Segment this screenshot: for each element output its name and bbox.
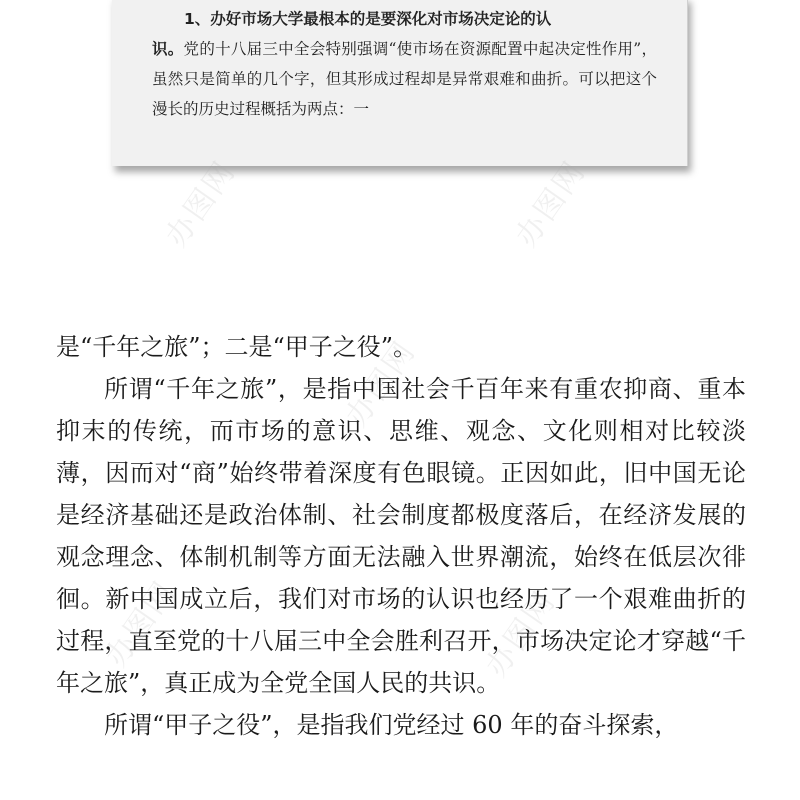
article-body	[56, 326, 746, 746]
watermark: 办图网	[339, 334, 423, 434]
body-paragraph-continuation: 是“千年之旅”；二是“甲子之役”。	[56, 333, 418, 361]
excerpt-heading-tail: 识。	[152, 40, 184, 58]
body-paragraph: 所谓“甲子之役”，是指我们党经过 60 年的奋斗探索，	[104, 711, 679, 739]
excerpt-card	[112, 0, 688, 166]
excerpt-heading: 1、办好市场大学最根本的是要深化对市场决定论的认	[184, 10, 552, 28]
watermark: 办图网	[159, 154, 243, 254]
watermark: 办图网	[479, 584, 563, 684]
body-paragraph: 所谓“千年之旅”，是指中国社会千百年来有重农抑商、重本抑末的传统，而市场的意识、思维、观念、文化则相对比较淡薄，因而对“商”始终带着深度有色眼镜。正因如此，旧中国无论是经济基础还是政治体制、社会制度都极度落后，在经济发展的观念理念、体制机制等方面无法融入世界潮流，始终在低层次徘徊。新中国成立后，我们对市场的认识也经历了一个艰难曲折的过程，直至党的十八届三中全会胜利召开，市场决定论才穿越“千年之旅”，真正成为全党全国人民的共识。	[56, 375, 746, 697]
watermark: 办图网	[509, 154, 593, 254]
watermark: 办图网	[99, 574, 183, 674]
excerpt-body-text: 党的十八届三中全会特别强调“使市场在资源配置中起决定性作用”，虽然只是简单的几个字，但其形成过程却是异常艰难和曲折。可以把这个漫长的历史过程概括为两点：一	[152, 40, 657, 118]
excerpt-paragraph	[152, 4, 657, 124]
